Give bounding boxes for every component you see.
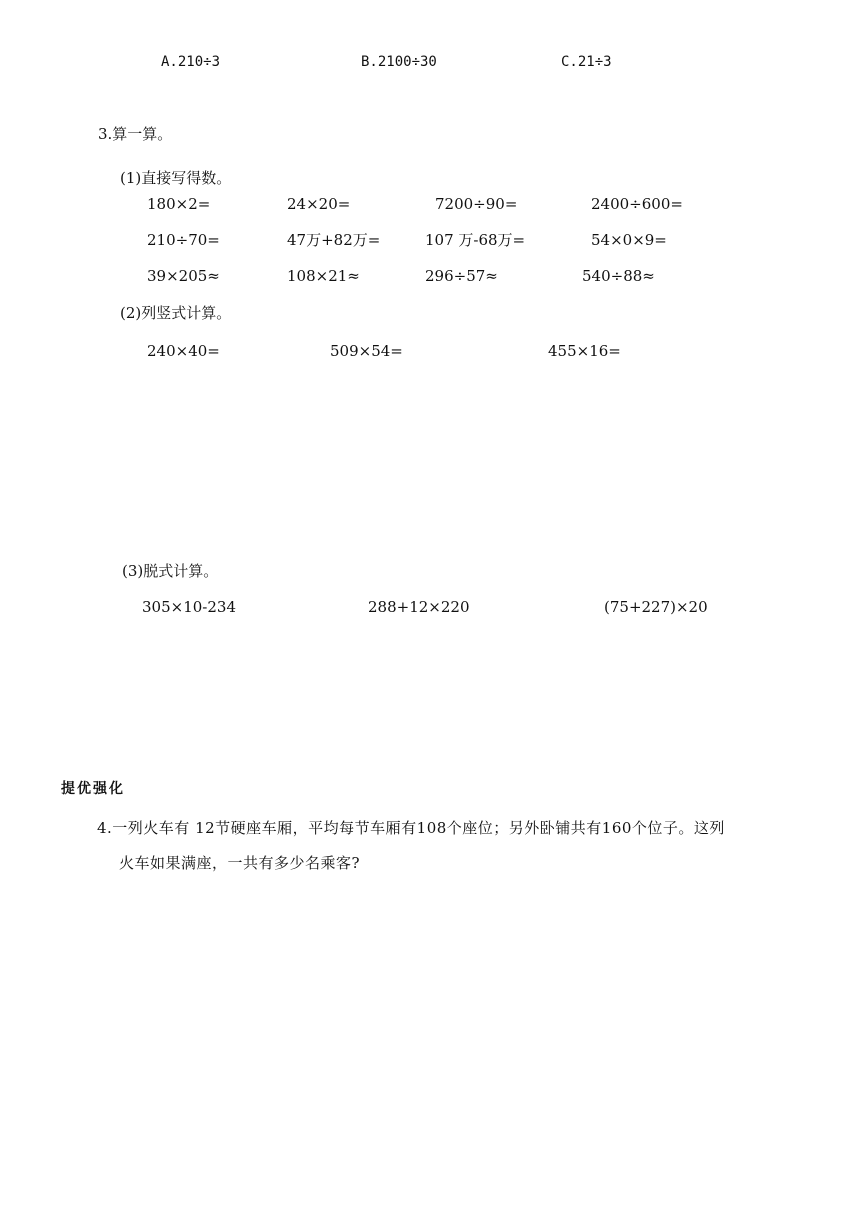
part-2-label: (2)列竖式计算。 <box>120 304 232 322</box>
option-a: A.210÷3 <box>161 54 221 70</box>
vertical-calc-1: 240×40= <box>147 342 220 360</box>
mental-calc-2-3: 107 万-68万= <box>425 231 526 249</box>
part-1-label: (1)直接写得数。 <box>120 169 232 187</box>
part-3-label: (3)脱式计算。 <box>122 562 219 580</box>
question-4-line-1: 4.一列火车有 12节硬座车厢，平均每节车厢有108个座位；另外卧铺共有160个位子。这列 <box>97 819 725 837</box>
mental-calc-2-1: 210÷70= <box>147 231 220 249</box>
mental-calc-1-3: 7200÷90= <box>435 195 518 213</box>
estimate-3-4: 540÷88≈ <box>582 267 655 285</box>
vertical-calc-2: 509×54= <box>330 342 403 360</box>
mental-calc-1-4: 2400÷600= <box>591 195 683 213</box>
mental-calc-2-4: 54×0×9= <box>591 231 667 249</box>
step-calc-2: 288+12×220 <box>368 598 470 616</box>
mental-calc-1-1: 180×2= <box>147 195 211 213</box>
estimate-3-1: 39×205≈ <box>147 267 220 285</box>
option-b: B.2100÷30 <box>361 54 437 70</box>
section-title: 提优强化 <box>61 781 125 797</box>
step-calc-1: 305×10-234 <box>142 598 236 616</box>
mental-calc-2-2: 47万+82万= <box>287 231 381 249</box>
mental-calc-1-2: 24×20= <box>287 195 351 213</box>
estimate-3-2: 108×21≈ <box>287 267 360 285</box>
question-3-title: 3.算一算。 <box>98 125 173 143</box>
option-c: C.21÷3 <box>561 54 612 70</box>
vertical-calc-3: 455×16= <box>548 342 621 360</box>
estimate-3-3: 296÷57≈ <box>425 267 498 285</box>
question-4-line-2: 火车如果满座，一共有多少名乘客? <box>119 854 361 872</box>
step-calc-3: (75+227)×20 <box>604 598 708 616</box>
